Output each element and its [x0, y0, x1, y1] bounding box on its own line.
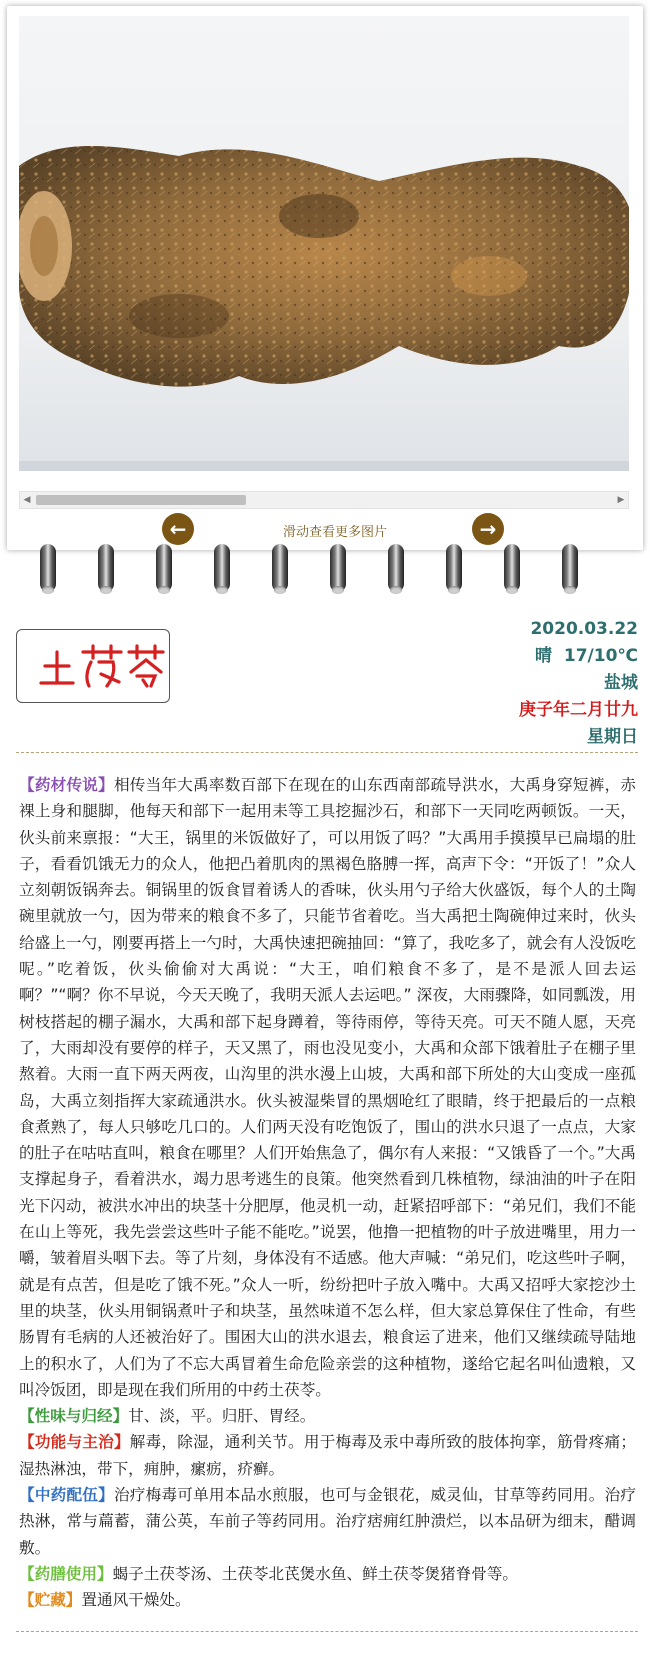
- gallery-scrollbar[interactable]: [19, 491, 629, 509]
- section-text: 解毒，除湿，通利关节。用于梅毒及汞中毒所致的肢体拘挛，筋骨疼痛；湿热淋浊，带下，痈肿，瘰疬，疥癣。: [19, 1433, 636, 1478]
- binder-ring-icon: [560, 540, 580, 598]
- binder-ring-icon: [386, 540, 406, 598]
- section-label: 【药材传说】: [19, 776, 114, 794]
- section-label: 【性味与归经】: [19, 1407, 129, 1426]
- arrow-right-icon: →: [479, 517, 497, 541]
- section-text: 治疗梅毒可单用本品水煎服，也可与金银花，威灵仙，甘草等药同用。治疗热淋，常与萹蓄，蒲公英，车前子等药同用。治疗痞痈红肿溃烂，以本品研为细末，醋调敷。: [19, 1486, 636, 1557]
- section-text: 相传当年大禹率数百部下在现在的山东西南部疏导洪水，大禹身穿短裤，赤裸上身和腿脚，他每天和部下一起用耒等工具挖掘沙石，和部下一天同吃两顿饭。一天，伙头前来禀报：“大王，锅里的米饭做好了，可以用饭了吗？”大禹用手摸摸早已扁塌的肚子，看看饥饿无力的众人，他把凸着肌肉的黑褐色胳膊一挥，高声下令：“开饭了！”众人立刻朝饭锅奔去。铜锅里的饭食冒着诱人的香味，伙头用勺子给大伙盛饭，每个人的土陶碗里就放一勺，因为带来的粮食不多了，只能节省着吃。当大禹把土陶碗伸过来时，伙头给盛上一勺，刚要再搭上一勺时，大禹快速把碗抽回：“算了，我吃多了，就会有人没饭吃呢。”吃着饭，伙头偷偷对大禹说：“大王，咱们粮食不多了，是不是派人回去运啊？”“啊？你不早说，今天天晚了，我明天派人去运吧。” 深夜，大雨骤降，如同瓢泼，用树枝搭起的棚子漏水，大禹和部下起身蹲着，等待雨停，等待天亮。可天不随人愿，天亮了，大雨却没有要停的样子，天又黑了，雨也没见变小，大禹和众部下饿着肚子在棚子里熬着。大雨一直下两天两夜，山沟里的洪水漫上山坡，大禹和部下所处的大山变成一座孤岛，大禹立刻指挥大家疏通洪水。伙头被湿柴冒的黑烟呛红了眼睛，终于把最后的一点粮食煮熟了，每人只够吃几口的。人们两天没有吃饱饭了，围山的洪水只退了一点点，大家的肚子在咕咕直叫，粮食在哪里？人们开始焦急了，偶尔有人来报：“又饿昏了一个。”大禹支撑起身子，看着洪水，竭力思考逃生的良策。他突然看到几株植物，绿油油的叶子在阳光下闪动，被洪水冲出的块茎十分肥厚，他灵机一动，赶紧招呼部下：“弟兄们，我们不能在山上等死，我先尝尝这些叶子能不能吃。”说罢，他撸一把植物的叶子放进嘴里，用力一嚼，皱着眉头咽下去。等了片刻，身体没有不适感。他大声喊：“弟兄们，吃这些叶子啊，就是有点苦，但是吃了饿不死。”众人一听，纷纷把叶子放入嘴中。大禹又招呼大家挖沙土里的块茎，伙头用铜锅煮叶子和块茎，虽然味道不怎么样，但大家总算保住了性命，有些肠胃有毛病的人还被治好了。围困大山的洪水退去，粮食运了进来，他们又继续疏导陆地上的积水了，人们为了不忘大禹冒着生命危险亲尝的这种植物，遂给它起名叫仙遗粮，又叫冷饭团，即是现在我们所用的中药土茯苓。: [19, 776, 636, 1399]
- section-nature: [19, 1403, 636, 1429]
- section-diet: [19, 1561, 636, 1587]
- section-compatibility: [19, 1482, 636, 1561]
- section-legend: [19, 772, 636, 1403]
- section-label: 【贮藏】: [19, 1591, 82, 1610]
- section-text: 置通风干燥处。: [81, 1591, 191, 1610]
- swipe-hint: 滑动查看更多图片: [282, 525, 387, 540]
- section-text: 甘、淡，平。归肝、胃经。: [128, 1407, 316, 1426]
- date-text: 2020.03.22: [530, 619, 638, 639]
- seal-script-logo: [17, 630, 169, 702]
- root-illustration: [19, 16, 629, 471]
- binder-ring-icon: [38, 540, 58, 598]
- binder-ring-icon: [502, 540, 522, 598]
- section-label: 【药膳使用】: [19, 1564, 113, 1583]
- lunar-date-text: 庚子年二月廿九: [519, 700, 638, 720]
- section-function: [19, 1429, 636, 1482]
- weekday-text: 星期日: [587, 727, 638, 747]
- section-label: 【功能与主治】: [19, 1433, 130, 1452]
- binder-ring-icon: [96, 540, 116, 598]
- binder-ring-icon: [154, 540, 174, 598]
- section-label: 【中药配伍】: [19, 1486, 114, 1505]
- binder-ring-icon: [270, 540, 290, 598]
- scroll-left-arrow-icon[interactable]: ◀: [23, 495, 31, 505]
- herb-name-seal: [16, 629, 170, 703]
- image-gallery-card: [7, 6, 643, 550]
- section-text: 蝎子土茯苓汤、土茯苓北芪煲水鱼、鲜土茯苓煲猪脊骨等。: [112, 1564, 519, 1583]
- herb-photo[interactable]: [19, 16, 629, 471]
- herb-description: [16, 752, 638, 1632]
- binder-rings: [0, 540, 656, 610]
- binder-ring-icon: [328, 540, 348, 598]
- scroll-thumb[interactable]: [36, 495, 246, 505]
- date-weather-panel: [519, 616, 638, 751]
- binder-ring-icon: [444, 540, 464, 598]
- arrow-left-icon: ←: [169, 517, 187, 541]
- binder-ring-icon: [212, 540, 232, 598]
- scroll-right-arrow-icon[interactable]: ▶: [617, 495, 625, 505]
- city-text: 盐城: [604, 673, 638, 693]
- section-storage: [19, 1587, 636, 1613]
- weather-text: 晴 17/10℃: [535, 646, 638, 666]
